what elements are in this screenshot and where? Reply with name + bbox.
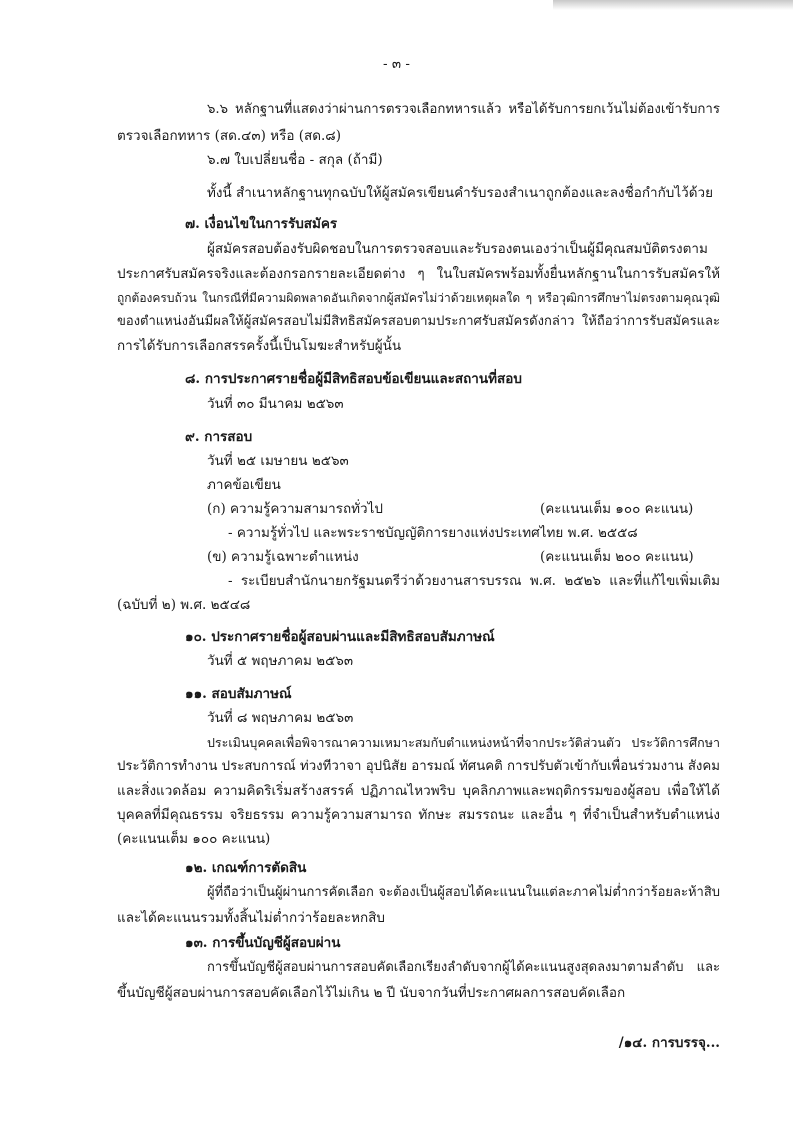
exam-part-b-score: (คะแนนเต็ม ๒๐๐ คะแนน) bbox=[540, 549, 694, 565]
item-6-7: ๖.๗ ใบเปลี่ยนชื่อ - สกุล (ถ้ามี) bbox=[207, 152, 383, 168]
section-11-line: (คะแนนเต็ม ๑๐๐ คะแนน) bbox=[117, 831, 271, 847]
section-11-line: ประวัติการทำงาน ประสบการณ์ ท่วงทีวาจา อุปนิสัย อารมณ์ ทัศนคติ การปรับตัวเข้ากับเพื่อนร่วมงาน สังคม bbox=[117, 759, 720, 774]
section-7-line: ถูกต้องครบถ้วน ในกรณีที่มีความผิดพลาดอันเกิดจากผู้สมัครไม่ว่าด้วยเหตุผลใด ๆ หรือวุฒิการศึกษาไม่ตรงตามคุณวุฒิ bbox=[117, 291, 720, 305]
section-7-line: ของตำแหน่งอันมีผลให้ผู้สมัครสอบไม่มีสิทธิสมัครสอบตามประกาศรับสมัครดังกล่าว ให้ถือว่าการรับสมัครและ bbox=[117, 314, 720, 329]
section-13-line: การขึ้นบัญชีผู้สอบผ่านการสอบคัดเลือกเรียงลำดับจากผู้ได้คะแนนสูงสุดลงมาตามลำดับ และ bbox=[207, 960, 720, 975]
section-12-line: ผู้ที่ถือว่าเป็นผู้ผ่านการคัดเลือก จะต้องเป็นผู้สอบได้คะแนนในแต่ละภาคไม่ต่ำกว่าร้อยละห้าสิบ bbox=[207, 885, 720, 900]
section-10-date: วันที่ ๕ พฤษภาคม ๒๕๖๓ bbox=[207, 653, 354, 669]
exam-part-b-detail-cont: (ฉบับที่ ๒) พ.ศ. ๒๕๔๘ bbox=[117, 597, 251, 613]
section-10-heading: ๑๐. ประกาศรายชื่อผู้สอบผ่านและมีสิทธิสอบสัมภาษณ์ bbox=[185, 629, 495, 645]
written-exam-label: ภาคข้อเขียน bbox=[207, 477, 281, 493]
section-11-date: วันที่ ๘ พฤษภาคม ๒๕๖๓ bbox=[207, 710, 354, 726]
section-11-line: และสิ่งแวดล้อม ความคิดริเริ่มสร้างสรรค์ ปฏิภาณไหวพริบ บุคลิกภาพและพฤติกรรมของผู้สอบ เพื่อให้ได้ bbox=[117, 783, 720, 799]
exam-part-a-score: (คะแนนเต็ม ๑๐๐ คะแนน) bbox=[540, 501, 694, 517]
section-12-heading: ๑๒. เกณฑ์การตัดสิน bbox=[185, 860, 307, 876]
item-6-6-line-2: ตรวจเลือกทหาร (สด.๔๓) หรือ (สด.๘) bbox=[117, 128, 341, 144]
section-11-line: บุคคลที่มีคุณธรรม จริยธรรม ความรู้ความสามารถ ทักษะ สมรรถนะ และอื่น ๆ ที่จำเป็นสำหรับตำแหน่ง bbox=[117, 807, 720, 823]
section-7-heading: ๗. เงื่อนไขในการรับสมัคร bbox=[185, 216, 338, 232]
section-9-heading: ๙. การสอบ bbox=[185, 429, 253, 445]
section-13-heading: ๑๓. การขึ้นบัญชีผู้สอบผ่าน bbox=[185, 935, 341, 951]
section-7-line: การได้รับการเลือกสรรครั้งนี้เป็นโมฆะสำหรับผู้นั้น bbox=[117, 338, 402, 354]
section-13-line: ขึ้นบัญชีผู้สอบผ่านการสอบคัดเลือกไว้ไม่เกิน ๒ ปี นับจากวันที่ประกาศผลการสอบคัดเลือก bbox=[117, 985, 626, 1001]
exam-part-b-label: (ข) ความรู้เฉพาะตำแหน่ง bbox=[207, 549, 359, 565]
documents-note: ทั้งนี้ สำเนาหลักฐานทุกฉบับให้ผู้สมัครเขียนคำรับรองสำเนาถูกต้องและลงชื่อกำกับไว้ด้วย bbox=[207, 185, 713, 201]
section-9-date: วันที่ ๒๕ เมษายน ๒๕๖๓ bbox=[207, 453, 349, 469]
exam-part-a-detail: - ความรู้ทั่วไป และพระราชบัญญัติการยางแห่งประเทศไทย พ.ศ. ๒๕๕๘ bbox=[228, 525, 638, 541]
exam-part-a-label: (ก) ความรู้ความสามารถทั่วไป bbox=[207, 501, 383, 517]
item-6-6-line-1: ๖.๖ หลักฐานที่แสดงว่าผ่านการตรวจเลือกทหารแล้ว หรือได้รับการยกเว้นไม่ต้องเข้ารับการ bbox=[207, 102, 720, 117]
section-12-line: และได้คะแนนรวมทั้งสิ้นไม่ต่ำกว่าร้อยละหกสิบ bbox=[117, 910, 385, 926]
section-8-heading: ๘. การประกาศรายชื่อผู้มีสิทธิสอบข้อเขียนและสถานที่สอบ bbox=[185, 371, 522, 387]
page-number: - ๓ - bbox=[383, 56, 410, 72]
page-continuation: /๑๔. การบรรจุ... bbox=[618, 1035, 720, 1051]
section-11-line: ประเมินบุคคลเพื่อพิจารณาความเหมาะสมกับตำแหน่งหน้าที่จากประวัติส่วนตัว ประวัติการศึกษา bbox=[207, 735, 720, 750]
section-7-line: ประกาศรับสมัครจริงและต้องกรอกรายละเอียดต่าง ๆ ในใบสมัครพร้อมทั้งยื่นหลักฐานในการรับสมัครให้ bbox=[117, 266, 720, 282]
section-11-heading: ๑๑. สอบสัมภาษณ์ bbox=[185, 686, 292, 702]
section-8-date: วันที่ ๓๐ มีนาคม ๒๕๖๓ bbox=[207, 396, 344, 412]
exam-part-b-detail: - ระเบียบสำนักนายกรัฐมนตรีว่าด้วยงานสารบรรณ พ.ศ. ๒๕๒๖ และที่แก้ไขเพิ่มเติม bbox=[228, 573, 720, 589]
section-7-line: ผู้สมัครสอบต้องรับผิดชอบในการตรวจสอบและรับรองตนเองว่าเป็นผู้มีคุณสมบัติตรงตาม bbox=[207, 241, 708, 257]
scan-edge-shadow bbox=[553, 0, 793, 10]
